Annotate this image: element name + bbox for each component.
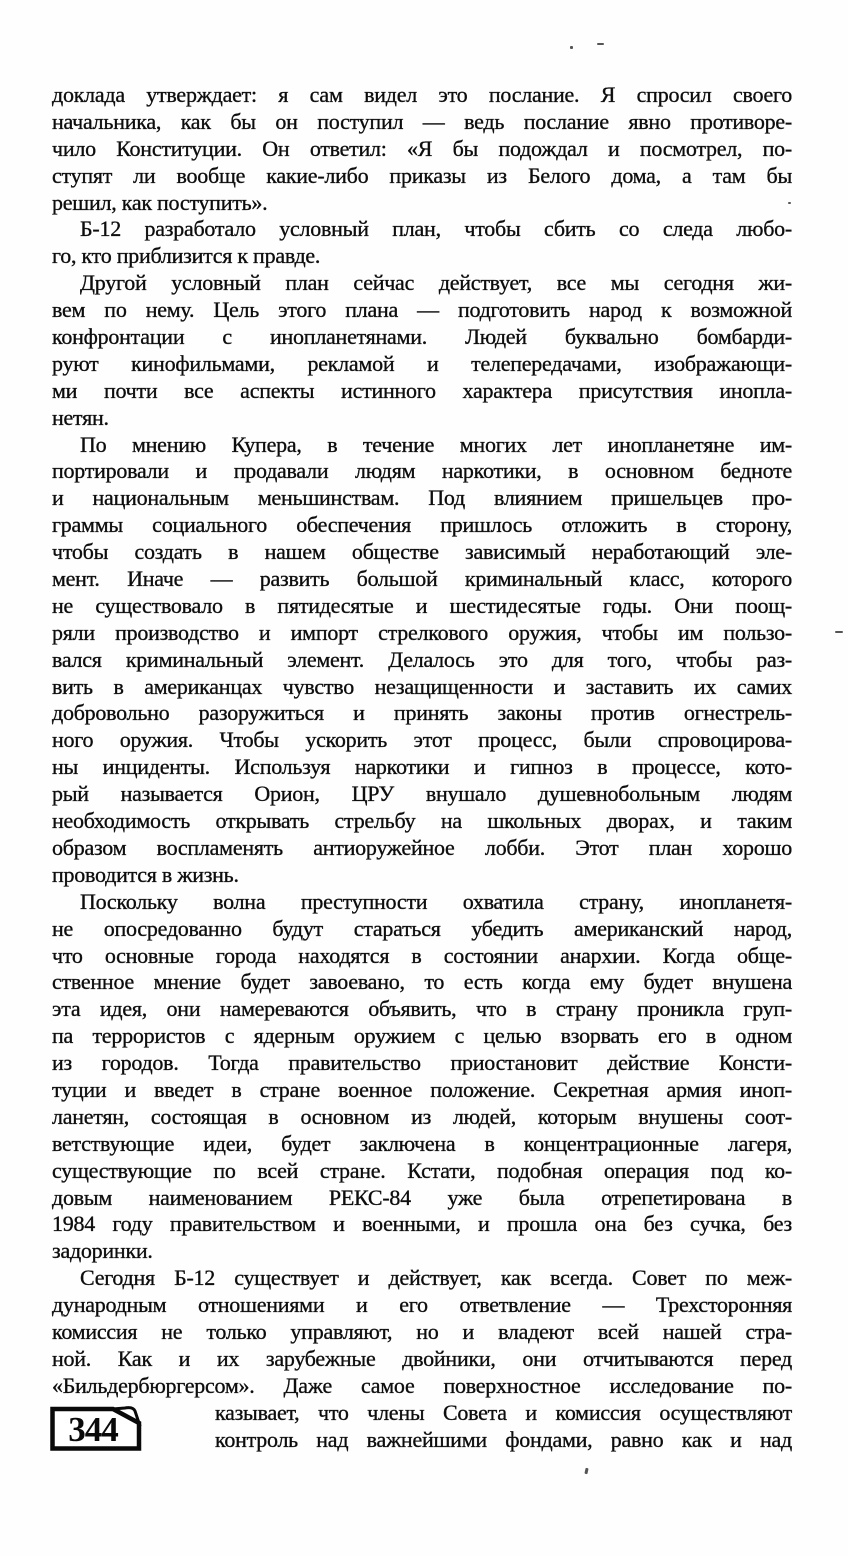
text-line: необходимость открывать стрельбу на школьных дворах, и таким [52, 808, 792, 834]
text-line: По мнению Купера, в течение многих лет инопланетяне им- [80, 431, 792, 457]
text-line: мент. Иначе — развить большой криминальный класс, которого [52, 566, 792, 592]
text-line: Сегодня Б-12 существует и действует, как всегда. Совет по меж- [80, 1265, 792, 1291]
text-line: ветствующие идеи, будет заключена в концентрационные лагеря, [52, 1130, 792, 1156]
text-line: ного оружия. Чтобы ускорить этот процесс, были спровоцирова- [52, 727, 792, 753]
page-number-badge [49, 1403, 145, 1453]
text-line: Другой условный план сейчас действует, все мы сегодня жи- [80, 270, 792, 296]
text-line: что основные города находятся в состоянии анархии. Когда обще- [52, 942, 792, 968]
text-line: добровольно разоружиться и принять законы против огнестрель- [52, 700, 792, 726]
text-line: портировали и продавали людям наркотики, в основном бедноте [52, 458, 792, 484]
text-line: рый называется Орион, ЦРУ внушало душевнобольным людям [52, 781, 792, 807]
text-line: не существовало в пятидесятые и шестидесятые годы. Они поощ- [52, 592, 792, 618]
text-line: и национальным меньшинствам. Под влиянием пришельцев про- [52, 485, 792, 511]
text-line: 1984 году правительством и военными, и прошла она без сучка, без [52, 1211, 792, 1237]
text-line: казывает, что члены Совета и комиссия осуществляют [215, 1399, 792, 1425]
text-line: доклада утверждает: я сам видел это послание. Я спросил своего [52, 82, 792, 107]
text-line: ланетян, состоящая в основном из людей, которым внушены соот- [52, 1103, 792, 1129]
text-line: ряли производство и импорт стрелкового оружия, чтобы им пользо- [52, 619, 792, 645]
scan-speck [597, 43, 604, 45]
scan-speck [788, 202, 791, 204]
text-line: проводится в жизнь. [52, 861, 239, 887]
text-line: вался криминальный элемент. Делалось это для того, чтобы раз- [52, 646, 792, 672]
text-line: контроль над важнейшими фондами, равно как и над [215, 1426, 792, 1452]
text-line: руют кинофильмами, рекламой и телепередачами, изображающи- [52, 350, 792, 376]
text-line: па террористов с ядерным оружием с целью взорвать его в одном [52, 1023, 792, 1049]
text-block [52, 82, 792, 1453]
text-line: довым наименованием РЕКС-84 уже была отрепетирована в [52, 1184, 792, 1210]
text-line: ной. Как и их зарубежные двойники, они отчитываются перед [52, 1345, 792, 1371]
text-line: ственное мнение будет завоевано, то есть когда ему будет внушена [52, 969, 792, 995]
scan-speck [584, 1468, 588, 1474]
text-line: Б-12 разработало условный план, чтобы сбить со следа любо- [80, 216, 792, 242]
text-line: решил, как поступить». [52, 189, 268, 215]
scan-speck [835, 631, 843, 633]
scan-speck [570, 46, 573, 49]
text-line: задоринки. [52, 1238, 153, 1264]
text-line: образом воспламенять антиоружейное лобби. Этот план хорошо [52, 834, 792, 860]
page-number: 344 [68, 1410, 118, 1449]
text-line: эта идея, они намереваются объявить, что в страну проникла груп- [52, 996, 792, 1022]
text-line: ны инциденты. Используя наркотики и гипноз в процессе, кото- [52, 754, 792, 780]
text-line: из городов. Тогда правительство приостановит действие Консти- [52, 1050, 792, 1076]
text-line: начальника, как бы он поступил — ведь послание явно противоре- [52, 108, 792, 134]
text-line: не опосредованно будут стараться убедить американский народ, [52, 915, 792, 941]
text-line: существующие по всей стране. Кстати, подобная операция под ко- [52, 1157, 792, 1183]
text-line: ступят ли вообще какие-либо приказы из Белого дома, а там бы [52, 162, 792, 188]
text-line: туции и введет в стране военное положение. Секретная армия иноп- [52, 1076, 792, 1102]
text-line: «Бильдербюргерсом». Даже самое поверхностное исследование по- [52, 1372, 792, 1398]
text-line: ми почти все аспекты истинного характера присутствия инопла- [52, 377, 792, 403]
text-line: чило Конституции. Он ответил: «Я бы подождал и посмотрел, по- [52, 135, 792, 161]
text-line: нетян. [52, 404, 109, 430]
text-line: граммы социального обеспечения пришлось отложить в сторону, [52, 512, 792, 538]
text-line: дународным отношениями и его ответвление — Трехсторонняя [52, 1292, 792, 1318]
text-line: Поскольку волна преступности охватила страну, инопланетя- [80, 888, 792, 914]
text-line: вить в американцах чувство незащищенности и заставить их самих [52, 673, 792, 699]
text-line: вем по нему. Цель этого плана — подготовить народ к возможной [52, 297, 792, 323]
text-line: конфронтации с инопланетянами. Людей буквально бомбарди- [52, 324, 792, 350]
text-line: чтобы создать в нашем обществе зависимый неработающий эле- [52, 539, 792, 565]
text-line: комиссия не только управляют, но и владеют всей нашей стра- [52, 1318, 792, 1344]
text-line: го, кто приблизится к правде. [52, 243, 321, 269]
